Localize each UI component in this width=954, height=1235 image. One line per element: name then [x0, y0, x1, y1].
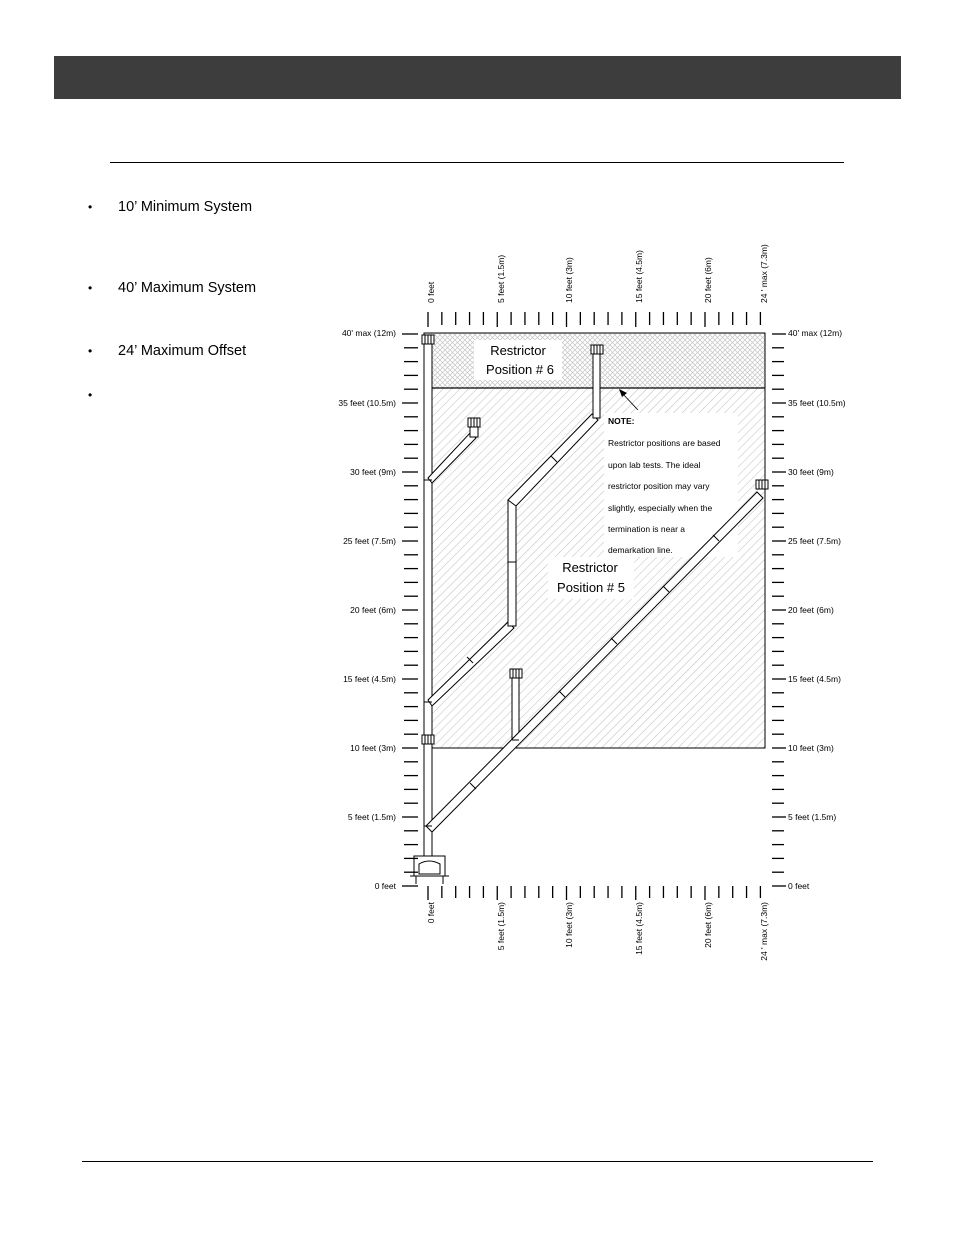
termination-cap — [468, 418, 480, 427]
top-label-5: 5 feet (1.5m) — [496, 254, 506, 303]
left-label-35: 35 feet (10.5m) — [338, 398, 396, 408]
bottom-label-15: 15 feet (4.5m) — [634, 902, 644, 955]
stove-icon — [410, 856, 449, 884]
right-label-40: 40' max (12m) — [788, 328, 843, 338]
bullet-dot: • — [88, 344, 93, 358]
zone6-label-line2: Position # 6 — [486, 362, 554, 377]
termination-cap — [591, 345, 603, 354]
bottom-label-10: 10 feet (3m) — [564, 902, 574, 948]
note-title: NOTE: — [608, 416, 635, 426]
left-label-0: 0 feet — [374, 881, 396, 891]
left-label-25: 25 feet (7.5m) — [343, 536, 396, 546]
pipe-run — [470, 427, 478, 437]
pipe-run — [512, 678, 519, 740]
left-label-30: 30 feet (9m) — [350, 467, 396, 477]
top-label-10: 10 feet (3m) — [564, 257, 574, 303]
bottom-axis-labels — [426, 901, 769, 960]
right-label-20: 20 feet (6m) — [788, 605, 834, 615]
bullet-text: 10’ Minimum System — [118, 199, 253, 215]
bottom-label-5: 5 feet (1.5m) — [496, 902, 506, 951]
right-label-30: 30 feet (9m) — [788, 467, 834, 477]
termination-cap — [422, 335, 434, 344]
note-line: termination is near a — [608, 524, 686, 534]
top-label-20: 20 feet (6m) — [703, 257, 713, 303]
right-label-25: 25 feet (7.5m) — [788, 536, 841, 546]
right-label-5: 5 feet (1.5m) — [788, 812, 837, 822]
bottom-label-0: 0 feet — [426, 902, 436, 924]
termination-cap — [756, 480, 768, 489]
bullet-text: 40’ Maximum System — [118, 280, 257, 296]
top-label-0: 0 feet — [426, 281, 436, 303]
note-line: Restrictor positions are based — [608, 438, 721, 448]
termination-cap — [422, 735, 434, 744]
note-line: upon lab tests. The ideal — [608, 460, 701, 470]
note-line: demarkation line. — [608, 545, 673, 555]
zone6-label-line1: Restrictor — [490, 343, 546, 358]
bullet-text: 24’ Maximum Offset — [118, 343, 247, 359]
bullet-dot: • — [88, 388, 93, 402]
top-axis-labels — [426, 244, 769, 303]
bottom-label-20: 20 feet (6m) — [703, 902, 713, 948]
bullet-dot: • — [88, 281, 93, 295]
bottom-label-24: 24 ' max (7.3m) — [759, 902, 769, 961]
left-label-15: 15 feet (4.5m) — [343, 674, 396, 684]
right-label-35: 35 feet (10.5m) — [788, 398, 846, 408]
left-label-10: 10 feet (3m) — [350, 743, 396, 753]
left-label-5: 5 feet (1.5m) — [347, 812, 396, 822]
right-label-10: 10 feet (3m) — [788, 743, 834, 753]
bullet-dot: • — [88, 200, 93, 214]
left-axis-labels — [338, 328, 396, 891]
left-label-20: 20 feet (6m) — [350, 605, 396, 615]
zone5-label-line2: Position # 5 — [557, 580, 625, 595]
zone5-label-line1: Restrictor — [562, 560, 618, 575]
pipe-run — [508, 500, 516, 626]
pipe-run — [593, 354, 600, 418]
termination-cap — [510, 669, 522, 678]
right-label-15: 15 feet (4.5m) — [788, 674, 841, 684]
note-line: restrictor position may vary — [608, 481, 710, 491]
top-label-24: 24 ' max (7.3m) — [759, 244, 769, 303]
top-label-15: 15 feet (4.5m) — [634, 250, 644, 303]
left-label-40: 40' max (12m) — [341, 328, 396, 338]
right-label-0: 0 feet — [788, 881, 810, 891]
note-line: slightly, especially when the — [608, 503, 713, 513]
right-axis-labels — [788, 328, 846, 891]
bottom-divider — [82, 1161, 873, 1162]
main-vertical-pipe — [424, 342, 432, 857]
